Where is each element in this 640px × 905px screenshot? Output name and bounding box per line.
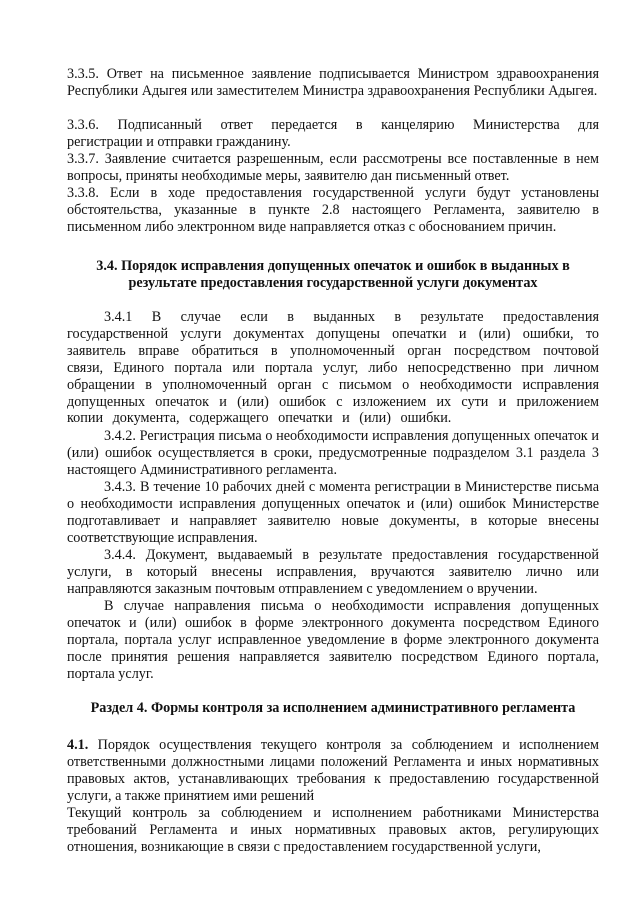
paragraph-3-4-1: 3.4.1 В случае если в выданных в результате предоставления государственной услуги документах допущены опечатки и (или) ошибки, то заявитель вправе обратиться в уполномоченный орган посредством почтовой связи, Единого портала или портала услуг, либо непосредственно при личном обращении в уполномоченный орган с письмом о необходимости исправления допущенных опечаток и (или) ошибок с изложением их сути и приложением копии документа, содержащего опечатки и (или) ошибки. <box>67 309 599 427</box>
paragraph-4-1-text: Порядок осуществления текущего контроля за соблюдением и исполнением ответственными должностными лицами положений Регламента и иных нормативных правовых актов, устанавливающих требования к предоставлению государственной услуги, а также принятием ими решений <box>67 737 599 804</box>
word: Министерства <box>473 117 560 133</box>
paragraph-electronic-correction: В случае направления письма о необходимости исправления допущенных опечаток и (или) ошибок в форме электронного документа посредством Единого портала, портала услуг исправленное уведомление в форме электронного документа после принятия решения направляется заявителю посредством Единого портала, портала услуг. <box>67 598 599 682</box>
paragraph-4-1-number: 4.1. <box>67 737 89 753</box>
word: ответ <box>220 117 253 133</box>
word: для <box>578 117 599 133</box>
paragraph-4-1 <box>67 737 599 805</box>
word: Подписанный <box>117 117 202 133</box>
paragraph-3-4-3: 3.4.3. В течение 10 рабочих дней с момента регистрации в Министерстве письма о необходимости исправления допущенных опечаток и (или) ошибок Министерстве подготавливает и направляет заявителю новые документы, в которые внесены соответствующие исправления. <box>67 479 599 546</box>
paragraph-3-3-8: 3.3.8. Если в ходе предоставления государственной услуги будут установлены обстоятельства, указанные в пункте 2.8 настоящего Регламента, заявителю в письменном либо электронном виде направляется отказ с обоснованием причин. <box>67 185 599 235</box>
heading-section-4: Раздел 4. Формы контроля за исполнением административного регламента <box>90 700 576 716</box>
word: канцелярию <box>381 117 455 133</box>
paragraph-3-3-6 <box>67 117 599 151</box>
paragraph-3-3-7: 3.3.7. Заявление считается разрешенным, если рассмотрены все поставленные в нем вопросы, приняты необходимые меры, заявителю дан письменный ответ. <box>67 151 599 184</box>
paragraph-3-3-5: 3.3.5. Ответ на письменное заявление подписывается Министром здравоохранения Республики Адыгея или заместителем Министра здравоохранения Республики Адыгея. <box>67 66 599 99</box>
paragraph-3-3-6-rest: регистрации и отправки гражданину. <box>67 133 291 150</box>
word: в <box>355 117 363 133</box>
paragraph-current-control: Текущий контроль за соблюдением и исполнением работниками Министерства требований Регламента и иных нормативных правовых актов, регулирующих отношения, возникающие в связи с предоставлением государственной услуги, <box>67 805 599 855</box>
heading-3-4: 3.4. Порядок исправления допущенных опечаток и ошибок в выданных в результате предоставления государственной услуги документах <box>96 258 570 291</box>
paragraph-3-4-4: 3.4.4. Документ, выдаваемый в результате предоставления государственной услуги, в который внесены исправления, вручаются заявителю лично или направляются заказным почтовым отправлением с уведомлением о вручении. <box>67 547 599 597</box>
paragraph-3-4-2: 3.4.2. Регистрация письма о необходимости исправления допущенных опечаток и (или) ошибок осуществляется в сроки, предусмотренные подразделом 3.1 раздела 3 настоящего Административного регламента. <box>67 428 599 478</box>
word: передается <box>271 117 338 133</box>
paragraph-3-3-6-first-line <box>67 117 599 134</box>
word: 3.3.6. <box>67 117 99 133</box>
